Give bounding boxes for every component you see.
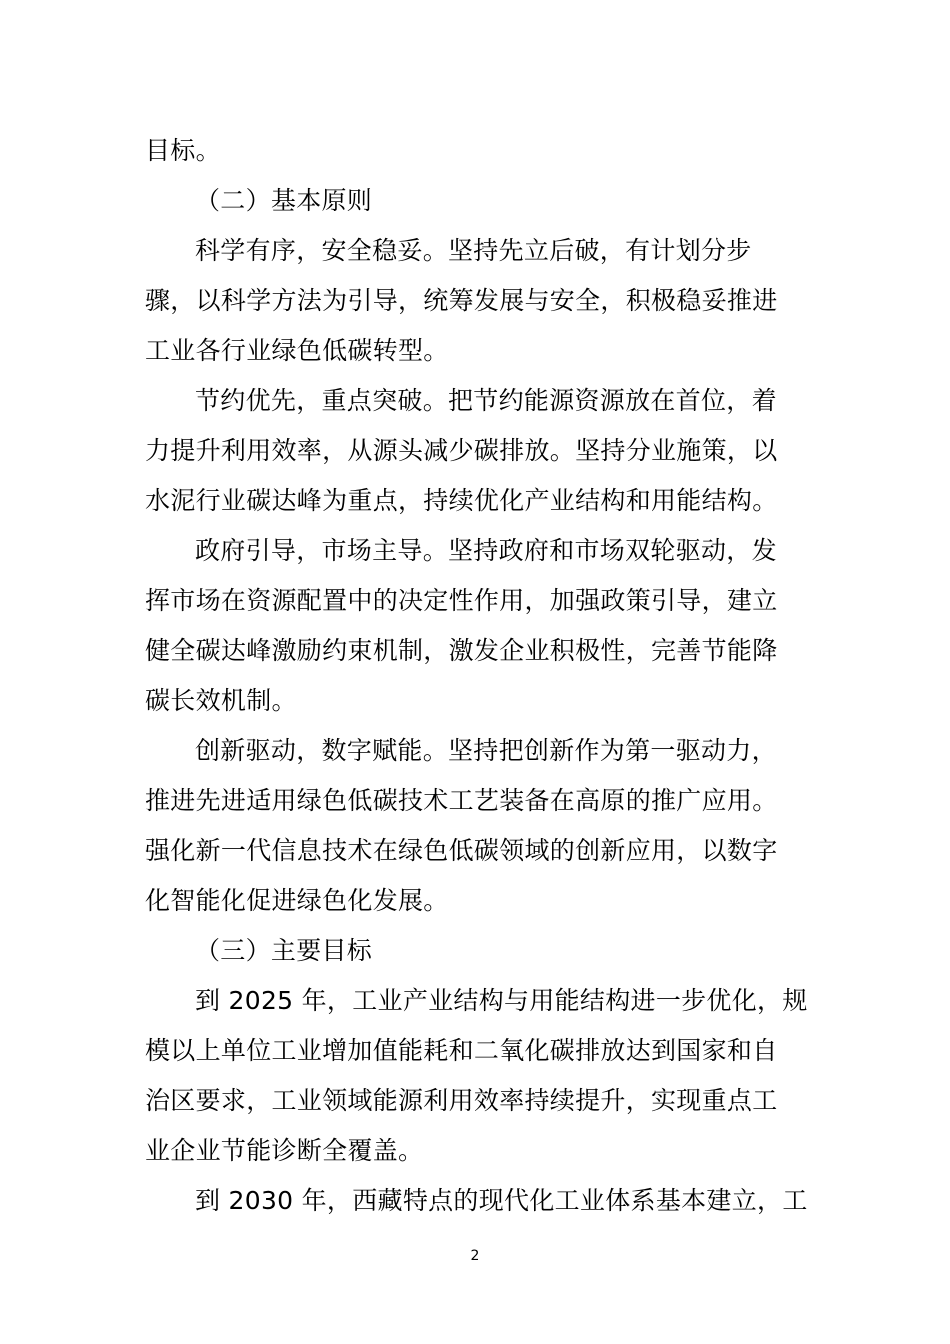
text-line: 水泥行业碳达峰为重点，持续优化产业结构和用能结构。 [145, 486, 778, 515]
text-line: 政府引导，市场主导。坚持政府和市场双轮驱动，发 [195, 536, 777, 565]
text-line: 骤，以科学方法为引导，统筹发展与安全，积极稳妥推进 [145, 286, 778, 315]
text-line: 挥市场在资源配置中的决定性作用，加强政策引导，建立 [145, 586, 778, 615]
text-line: 到 2025 年，工业产业结构与用能结构进一步优化，规 [195, 986, 808, 1015]
text-line: 强化新一代信息技术在绿色低碳领域的创新应用，以数字 [145, 836, 778, 865]
text-line: 化智能化促进绿色化发展。 [145, 886, 449, 915]
text-line: 治区要求，工业领域能源利用效率持续提升，实现重点工 [145, 1086, 778, 1115]
text-line: 碳长效机制。 [145, 686, 297, 715]
text-line: 工业各行业绿色低碳转型。 [145, 336, 449, 365]
text-line: 健全碳达峰激励约束机制，激发企业积极性，完善节能降 [145, 636, 778, 665]
section-heading: （二）基本原则 [195, 186, 373, 215]
text-line: 节约优先，重点突破。把节约能源资源放在首位，着 [195, 386, 777, 415]
page-number: 2 [470, 1248, 480, 1264]
text-line: 模以上单位工业增加值能耗和二氧化碳排放达到国家和自 [145, 1036, 778, 1065]
text-line: 科学有序，安全稳妥。坚持先立后破，有计划分步 [195, 236, 752, 265]
section-heading: （三）主要目标 [195, 936, 373, 965]
text-line: 到 2030 年，西藏特点的现代化工业体系基本建立，工 [195, 1186, 808, 1215]
text-line: 力提升利用效率，从源头减少碳排放。坚持分业施策，以 [145, 436, 778, 465]
text-line: 目标。 [145, 136, 221, 165]
text-line: 推进先进适用绿色低碳技术工艺装备在高原的推广应用。 [145, 786, 778, 815]
text-line: 业企业节能诊断全覆盖。 [145, 1136, 424, 1165]
text-line: 创新驱动，数字赋能。坚持把创新作为第一驱动力， [195, 736, 777, 765]
